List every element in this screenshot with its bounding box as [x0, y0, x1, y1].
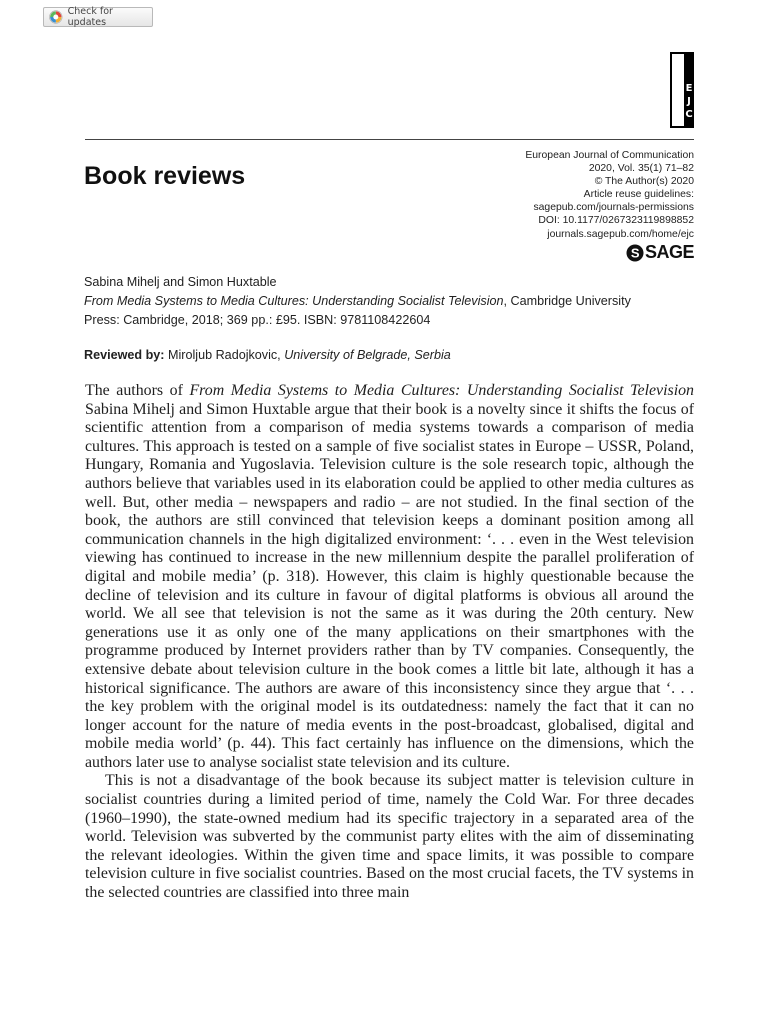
doi-link[interactable]: DOI: 10.1177/0267323119898852: [538, 215, 694, 227]
book-publication-details: [84, 292, 699, 311]
sage-logo-text: SAGE: [644, 242, 694, 262]
body-text-run: Sabina Mihelj and Simon Huxtable argue that their book is a novelty since it shifts the focus of scientific attention from a comparison of media systems towards a comparison of media cultures. This approach is tested on a sample of five socialist states in Europe – USSR, Poland, Hungary, Romania and Yugoslavia. Television culture is the sole research topic, although the authors believe that variables used in its elaboration could be applied to other media cultures as well. But, other media – newspapers and radio – are not studied. In the final section of the book, the authors are still convinced that television keeps a dominant position among all communication channels in the high digitalized environment: ‘. . . even in the West television viewing has continued to increase in the new millennium despite the parallel proliferation of digital and mobile media’ (p. 318). However, this claim is highly questionable because the decline of television and its culture in favour of digital platforms is obvious all around the world. We all see that television is not the same as it was during the 20th century. New generations use it as only one of the many applications on their smartphones with the programme produced by Internet providers rather than by TV companies. Consequently, the extensive debate about television culture in the book comes a little bit late, although it has a historical significance. The authors are aware of this inconsistency since they argue that ‘. . . the key problem with the original model is its outdatedness: namely the fact that it can no longer account for the nature of media events in the post-broadcast, globalised, digital and mobile media world’ (p. 44). This fact certainly has influence on the dimensions, which the authors later use to analyse socialist state television and its culture.: [85, 400, 694, 771]
body-text-run: The authors of: [85, 382, 190, 399]
journal-info: [525, 149, 694, 241]
book-title: From Media Systems to Media Cultures: Understanding Socialist Television: [84, 294, 504, 308]
journal-logo-letter: E: [685, 83, 693, 94]
book-publication-info: Press: Cambridge, 2018; 369 pp.: £95. ISBN: 9781108422604: [84, 313, 431, 327]
copyright-line: © The Author(s) 2020: [594, 176, 694, 188]
reviewer-affiliation: University of Belgrade, Serbia: [284, 348, 451, 362]
sage-logo: [626, 242, 694, 263]
journal-name: European Journal of Communication: [525, 150, 694, 161]
reviewer-name: Miroljub Radojkovic,: [168, 348, 281, 362]
journal-home-link[interactable]: journals.sagepub.com/home/ejc: [547, 228, 694, 240]
check-for-updates-label: Check for updates: [67, 6, 113, 28]
review-body: [85, 382, 694, 903]
section-title: Book reviews: [84, 162, 246, 190]
header-rule: [85, 139, 694, 140]
book-publisher: , Cambridge University: [503, 294, 631, 308]
journal-logo-letter: J: [687, 96, 691, 107]
crossmark-icon: [49, 10, 63, 24]
body-paragraph: This is not a disadvantage of the book because its subject matter is television culture in socialist countries during a limited period of time, namely the Cold War. For three decades (1960–1990), the state-owned medium had its specific trajectory in a separated area of the world. Television was subverted by the communist party elites with the aim of disseminating the relevant ideologies. Within the given time and space limits, it was possible to compare television culture in five socialist countries. Based on the most crucial facets, the TV systems in the selected countries are classified into three main: [85, 772, 694, 902]
body-paragraph: [85, 382, 694, 772]
sage-s-icon: [626, 244, 644, 262]
book-authors: Sabina Mihelj and Simon Huxtable: [84, 275, 277, 289]
svg-text:S: S: [630, 245, 640, 260]
journal-logo: [670, 52, 694, 128]
body-book-title: From Media Systems to Media Cultures: Understanding Socialist Television: [189, 382, 694, 399]
reuse-guidelines-label: Article reuse guidelines:: [583, 189, 694, 201]
permissions-link[interactable]: sagepub.com/journals-permissions: [533, 202, 694, 214]
book-citation: [84, 273, 699, 330]
reviewer-label: Reviewed by:: [84, 348, 165, 362]
journal-volume: 2020, Vol. 35(1) 71–82: [588, 163, 694, 175]
reviewer-line: [84, 346, 699, 365]
journal-logo-letter: C: [685, 109, 693, 120]
check-for-updates-button[interactable]: [43, 7, 153, 27]
